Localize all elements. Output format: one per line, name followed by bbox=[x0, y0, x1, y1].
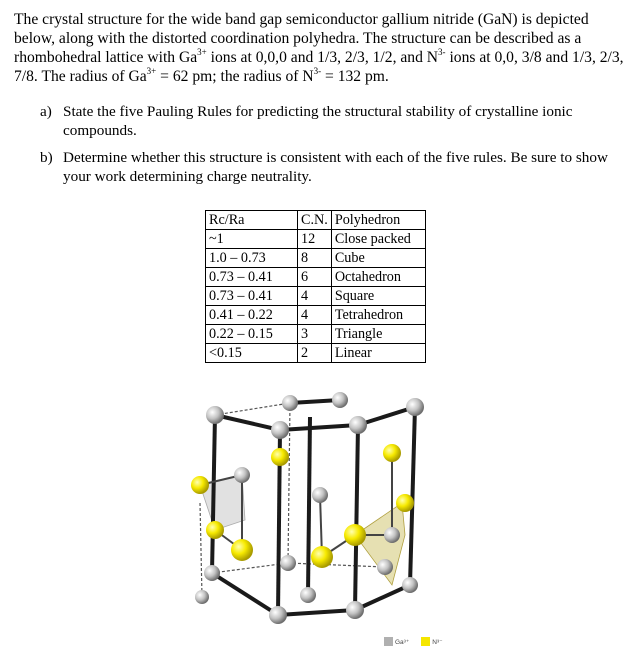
ga-atom bbox=[384, 527, 400, 543]
table-header: Rc/Ra bbox=[206, 211, 298, 230]
table-cell: Cube bbox=[331, 249, 425, 268]
table-cell: 2 bbox=[298, 344, 332, 363]
ga-atom bbox=[269, 606, 287, 624]
ga-atom bbox=[282, 395, 298, 411]
ga-atom bbox=[346, 601, 364, 619]
question-a-text: State the five Pauling Rules for predicting the structural stability of crystalline ionic compounds. bbox=[63, 103, 573, 139]
question-b-text: Determine whether this structure is consistent with each of the five rules. Be sure to show your work determining charge neutrality. bbox=[63, 149, 608, 185]
table-row bbox=[206, 230, 426, 249]
n-atom bbox=[191, 476, 209, 494]
table-cell: 3 bbox=[298, 325, 332, 344]
n-atom bbox=[231, 539, 253, 561]
table-header: Polyhedron bbox=[331, 211, 425, 230]
table-cell: Linear bbox=[331, 344, 425, 363]
table-cell: 6 bbox=[298, 268, 332, 287]
ga-atom bbox=[332, 392, 348, 408]
table-cell: <0.15 bbox=[206, 344, 298, 363]
n-atom bbox=[396, 494, 414, 512]
table-cell: 12 bbox=[298, 230, 332, 249]
table-cell: ~1 bbox=[206, 230, 298, 249]
table-row bbox=[206, 249, 426, 268]
table-cell: 0.22 – 0.15 bbox=[206, 325, 298, 344]
problem-intro bbox=[14, 10, 629, 86]
table-row bbox=[206, 344, 426, 363]
n-atom bbox=[311, 546, 333, 568]
n-legend-swatch bbox=[421, 637, 430, 646]
n-atom bbox=[383, 444, 401, 462]
table-cell: 8 bbox=[298, 249, 332, 268]
table-cell: 0.73 – 0.41 bbox=[206, 287, 298, 306]
ga-atom bbox=[195, 590, 209, 604]
question-a-label: a) bbox=[40, 103, 52, 120]
ga-atom bbox=[280, 555, 296, 571]
ga-atom bbox=[349, 416, 367, 434]
ga-atom bbox=[406, 398, 424, 416]
ga-atom bbox=[206, 406, 224, 424]
table-row bbox=[206, 325, 426, 344]
figure-legend bbox=[384, 637, 443, 646]
n-atom bbox=[271, 448, 289, 466]
ga-legend-swatch bbox=[384, 637, 393, 646]
table-cell: 0.73 – 0.41 bbox=[206, 268, 298, 287]
n-atom bbox=[344, 524, 366, 546]
gan-crystal-structure-figure bbox=[180, 385, 440, 635]
ga-legend-label: Ga³⁺ bbox=[395, 638, 410, 646]
table-cell: 0.41 – 0.22 bbox=[206, 306, 298, 325]
table-cell: Square bbox=[331, 287, 425, 306]
table-header: C.N. bbox=[298, 211, 332, 230]
table-row bbox=[206, 287, 426, 306]
table-cell: Tetrahedron bbox=[331, 306, 425, 325]
table-cell: 4 bbox=[298, 306, 332, 325]
radius-ratio-table bbox=[205, 210, 426, 363]
table-cell: 4 bbox=[298, 287, 332, 306]
table-cell: Triangle bbox=[331, 325, 425, 344]
table-header-row bbox=[206, 211, 426, 230]
ga-atom bbox=[271, 421, 289, 439]
ga-atom bbox=[377, 559, 393, 575]
table-row bbox=[206, 268, 426, 287]
n-legend-label: N³⁻ bbox=[432, 638, 443, 646]
table-row bbox=[206, 306, 426, 325]
ga-atom bbox=[234, 467, 250, 483]
ga-atom bbox=[312, 487, 328, 503]
ga-atom bbox=[300, 587, 316, 603]
table-cell: 1.0 – 0.73 bbox=[206, 249, 298, 268]
table-cell: Octahedron bbox=[331, 268, 425, 287]
ga-atom bbox=[402, 577, 418, 593]
intro-paragraph: The crystal structure for the wide band gap semiconductor gallium nitride (GaN) is depicted below, along with the distorted coordination polyhedra. The structure can be described as a rhombohedral lattice with $Ga^{3+}$ ions at 0,0,0 and 1/3, 2/3, 1/2, and $N^{3-}$ ions at 0,0, 3/8 and 1/3, 2/3, 7/8. The radius of $Ga^{3+} = 62$ pm; the radius of $N^{3-} = 132$ pm. bbox=[14, 11, 624, 85]
question-b-label: b) bbox=[40, 149, 53, 166]
n-atom bbox=[206, 521, 224, 539]
table-cell: Close packed bbox=[331, 230, 425, 249]
ga-atom bbox=[204, 565, 220, 581]
